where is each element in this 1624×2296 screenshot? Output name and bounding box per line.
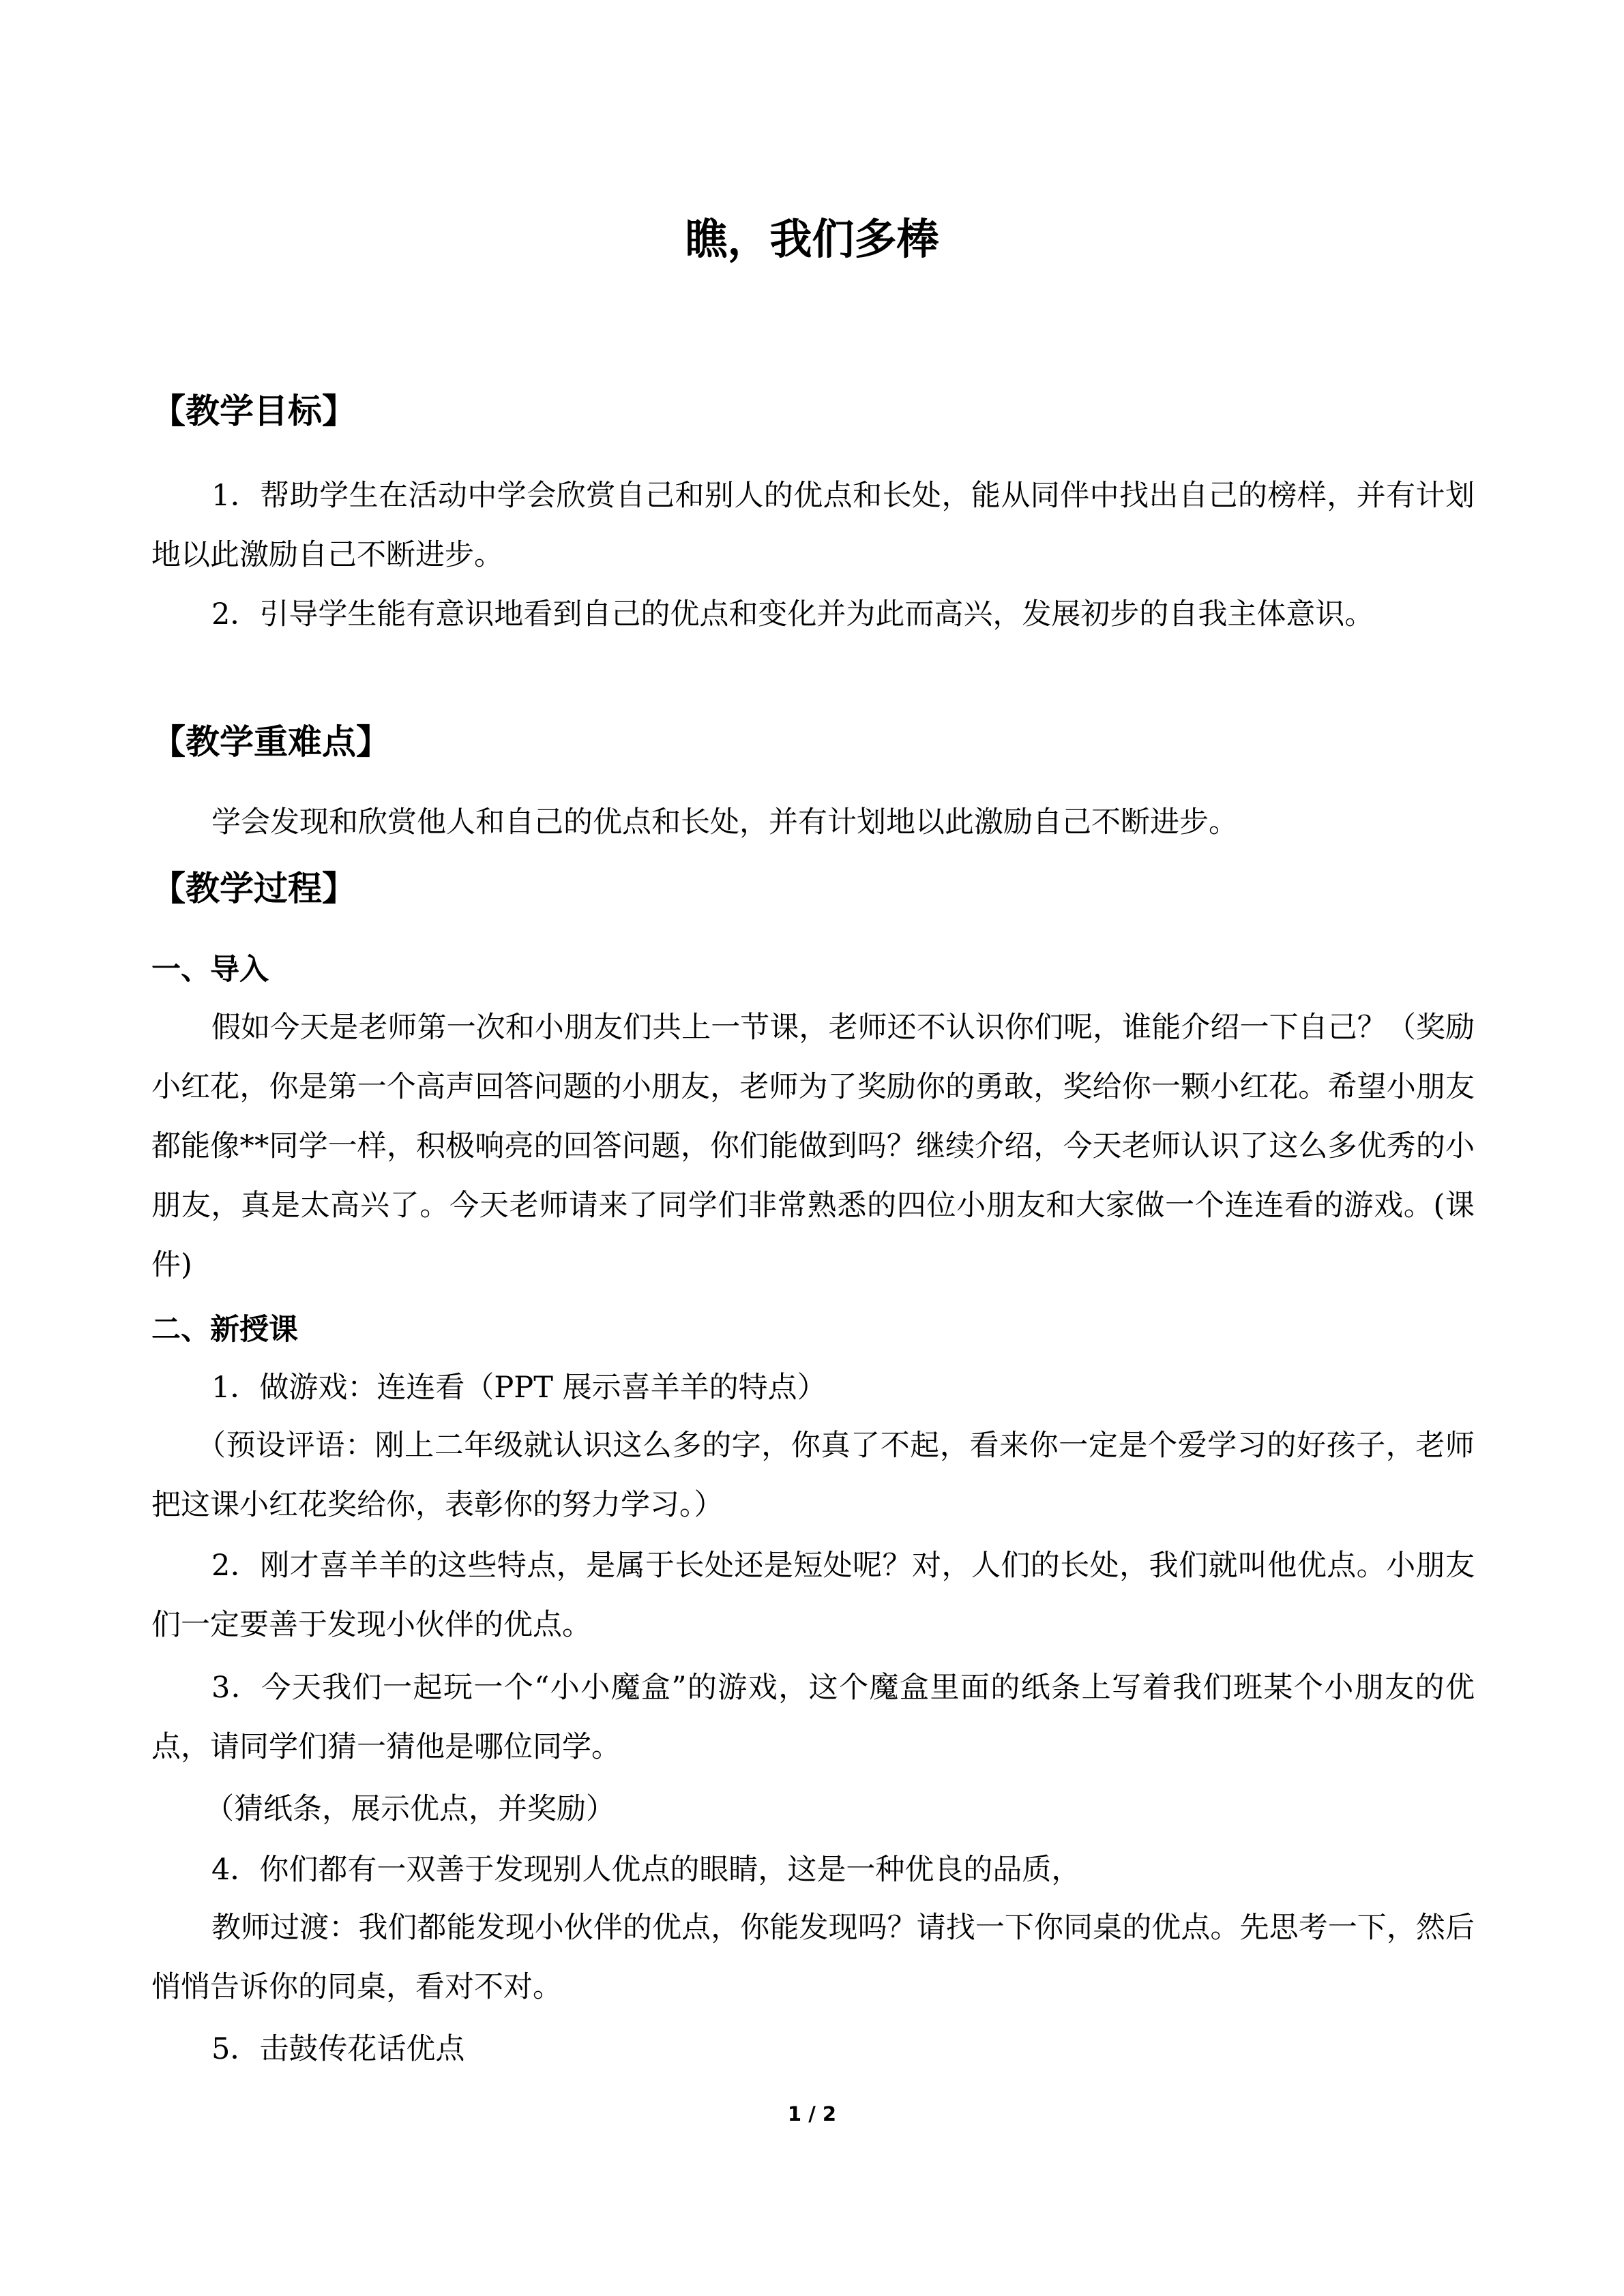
objective-item-2: 2．引导学生能有意识地看到自己的优点和变化并为此而高兴，发展初步的自我主体意识。 [211, 597, 1374, 631]
step-3-note: （猜纸条，展示优点，并奖励） [205, 1792, 615, 1826]
intro-text: 假如今天是老师第一次和小朋友们共上一节课，老师还不认识你们呢，谁能介绍一下自己？（奖励小红花，你是第一个高声回答问题的小朋友，老师为了奖励你的勇敢，奖给你一颗小红花。希望小朋友都能像**同学一样，积极响亮的回答问题，你们能做到吗？继续介绍，今天老师认识了这么多优秀的小朋友，真是太高兴了。今天老师请来了同学们非常熟悉的四位小朋友和大家做一个连连看的游戏。(课件) [151, 1011, 1475, 1282]
step-3: 3．今天我们一起玩一个“小小魔盒”的游戏，这个魔盒里面的纸条上写着我们班某个小朋友的优点，请同学们猜一猜他是哪位同学。 [151, 1671, 1475, 1764]
step-2: 2．刚才喜羊羊的这些特点，是属于长处还是短处呢？对，人们的长处，我们就叫他优点。小朋友们一定要善于发现小伙伴的优点。 [151, 1549, 1475, 1642]
section-heading-objectives: 【教学目标】 [151, 391, 356, 431]
step-5: 5．击鼓传花话优点 [211, 2032, 465, 2066]
subheading-newlesson: 二、新授课 [151, 1313, 298, 1347]
section-heading-process: 【教学过程】 [151, 869, 356, 908]
step-4: 4．你们都有一双善于发现别人优点的眼睛，这是一种优良的品质， [211, 1853, 1081, 1887]
objective-item-1: 1．帮助学生在活动中学会欣赏自己和别人的优点和长处，能从同伴中找出自己的榜样，并有计划地以此激励自己不断进步。 [151, 479, 1475, 572]
document-title: 瞧，我们多棒 [685, 214, 939, 264]
section-heading-keypoints: 【教学重难点】 [151, 722, 390, 762]
transition-text: 教师过渡：我们都能发现小伙伴的优点，你能发现吗？请找一下你同桌的优点。先思考一下，然后悄悄告诉你的同桌，看对不对。 [151, 1911, 1475, 2004]
subheading-intro: 一、导入 [151, 953, 269, 987]
comment-text: （预设评语：刚上二年级就认识这么多的字，你真了不起，看来你一定是个爱学习的好孩子，老师把这课小红花奖给你，表彰你的努力学习。） [151, 1429, 1475, 1522]
keypoints-text: 学会发现和欣赏他人和自己的优点和长处，并有计划地以此激励自己不断进步。 [211, 805, 1238, 839]
page-number: 1 / 2 [787, 2102, 837, 2126]
step-1: 1．做游戏：连连看（PPT 展示喜羊羊的特点） [211, 1371, 827, 1405]
